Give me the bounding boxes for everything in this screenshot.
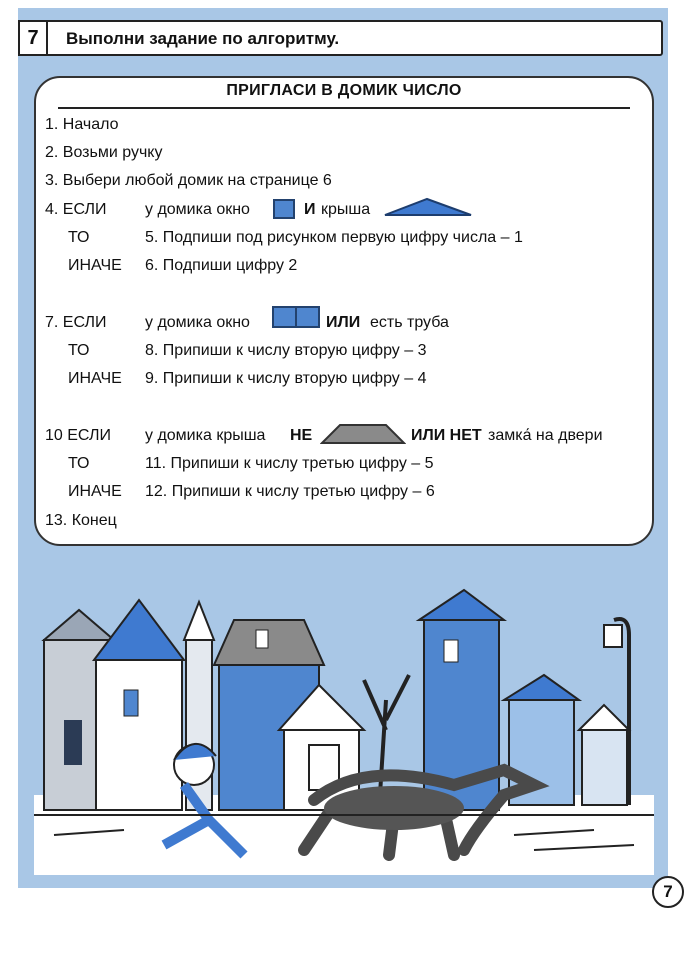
step-4-then: ТО <box>68 229 90 246</box>
step-6: 6. Подпиши цифру 2 <box>145 257 298 274</box>
step-4-if: 4. ЕСЛИ <box>45 201 107 218</box>
title-divider <box>58 107 630 109</box>
step-12: 12. Припиши к числу третью цифру – 6 <box>145 483 435 500</box>
step-10-if: 10 ЕСЛИ <box>45 427 111 444</box>
task-header <box>18 20 663 56</box>
step-1: 1. Начало <box>45 116 119 133</box>
step-4-else: ИНАЧЕ <box>68 257 122 274</box>
step-10-condition-roof: у домика крыша <box>145 427 266 444</box>
step-10-then: ТО <box>68 455 90 472</box>
double-window-icon <box>272 306 320 328</box>
step-3: 3. Выбери любой домик на странице 6 <box>45 172 332 189</box>
step-10-not: НЕ <box>290 427 313 444</box>
step-13: 13. Конец <box>45 512 117 529</box>
card-title: ПРИГЛАСИ В ДОМИК ЧИСЛО <box>226 82 462 99</box>
triangle-roof-icon <box>383 197 473 217</box>
step-7-else: ИНАЧЕ <box>68 370 122 387</box>
step-7-or: ИЛИ <box>326 314 361 331</box>
step-9: 9. Припиши к числу вторую цифру – 4 <box>145 370 427 387</box>
step-10-else: ИНАЧЕ <box>68 483 122 500</box>
step-4-condition-window: у домика окно <box>145 201 250 218</box>
step-7-condition-chimney: есть труба <box>370 314 449 331</box>
step-4-and: И <box>304 201 316 218</box>
town-illustration <box>34 580 654 875</box>
step-7-if: 7. ЕСЛИ <box>45 314 107 331</box>
step-7-then: ТО <box>68 342 90 359</box>
step-10-or-not: ИЛИ НЕТ <box>411 427 482 444</box>
step-4-condition-roof: крыша <box>321 201 371 218</box>
page-number: 7 <box>652 876 684 908</box>
single-window-icon <box>273 199 295 219</box>
trapezoid-roof-icon <box>320 423 406 445</box>
step-5: 5. Подпиши под рисунком первую цифру числа – 1 <box>145 229 523 246</box>
step-8: 8. Припиши к числу вторую цифру – 3 <box>145 342 427 359</box>
task-instruction: Выполни задание по алгоритму. <box>66 29 340 48</box>
step-7-condition-window: у домика окно <box>145 314 250 331</box>
step-10-condition-lock: замка́ на двери <box>488 427 603 444</box>
step-11: 11. Припиши к числу третью цифру – 5 <box>145 455 434 472</box>
step-2: 2. Возьми ручку <box>45 144 163 161</box>
task-number: 7 <box>18 20 48 56</box>
